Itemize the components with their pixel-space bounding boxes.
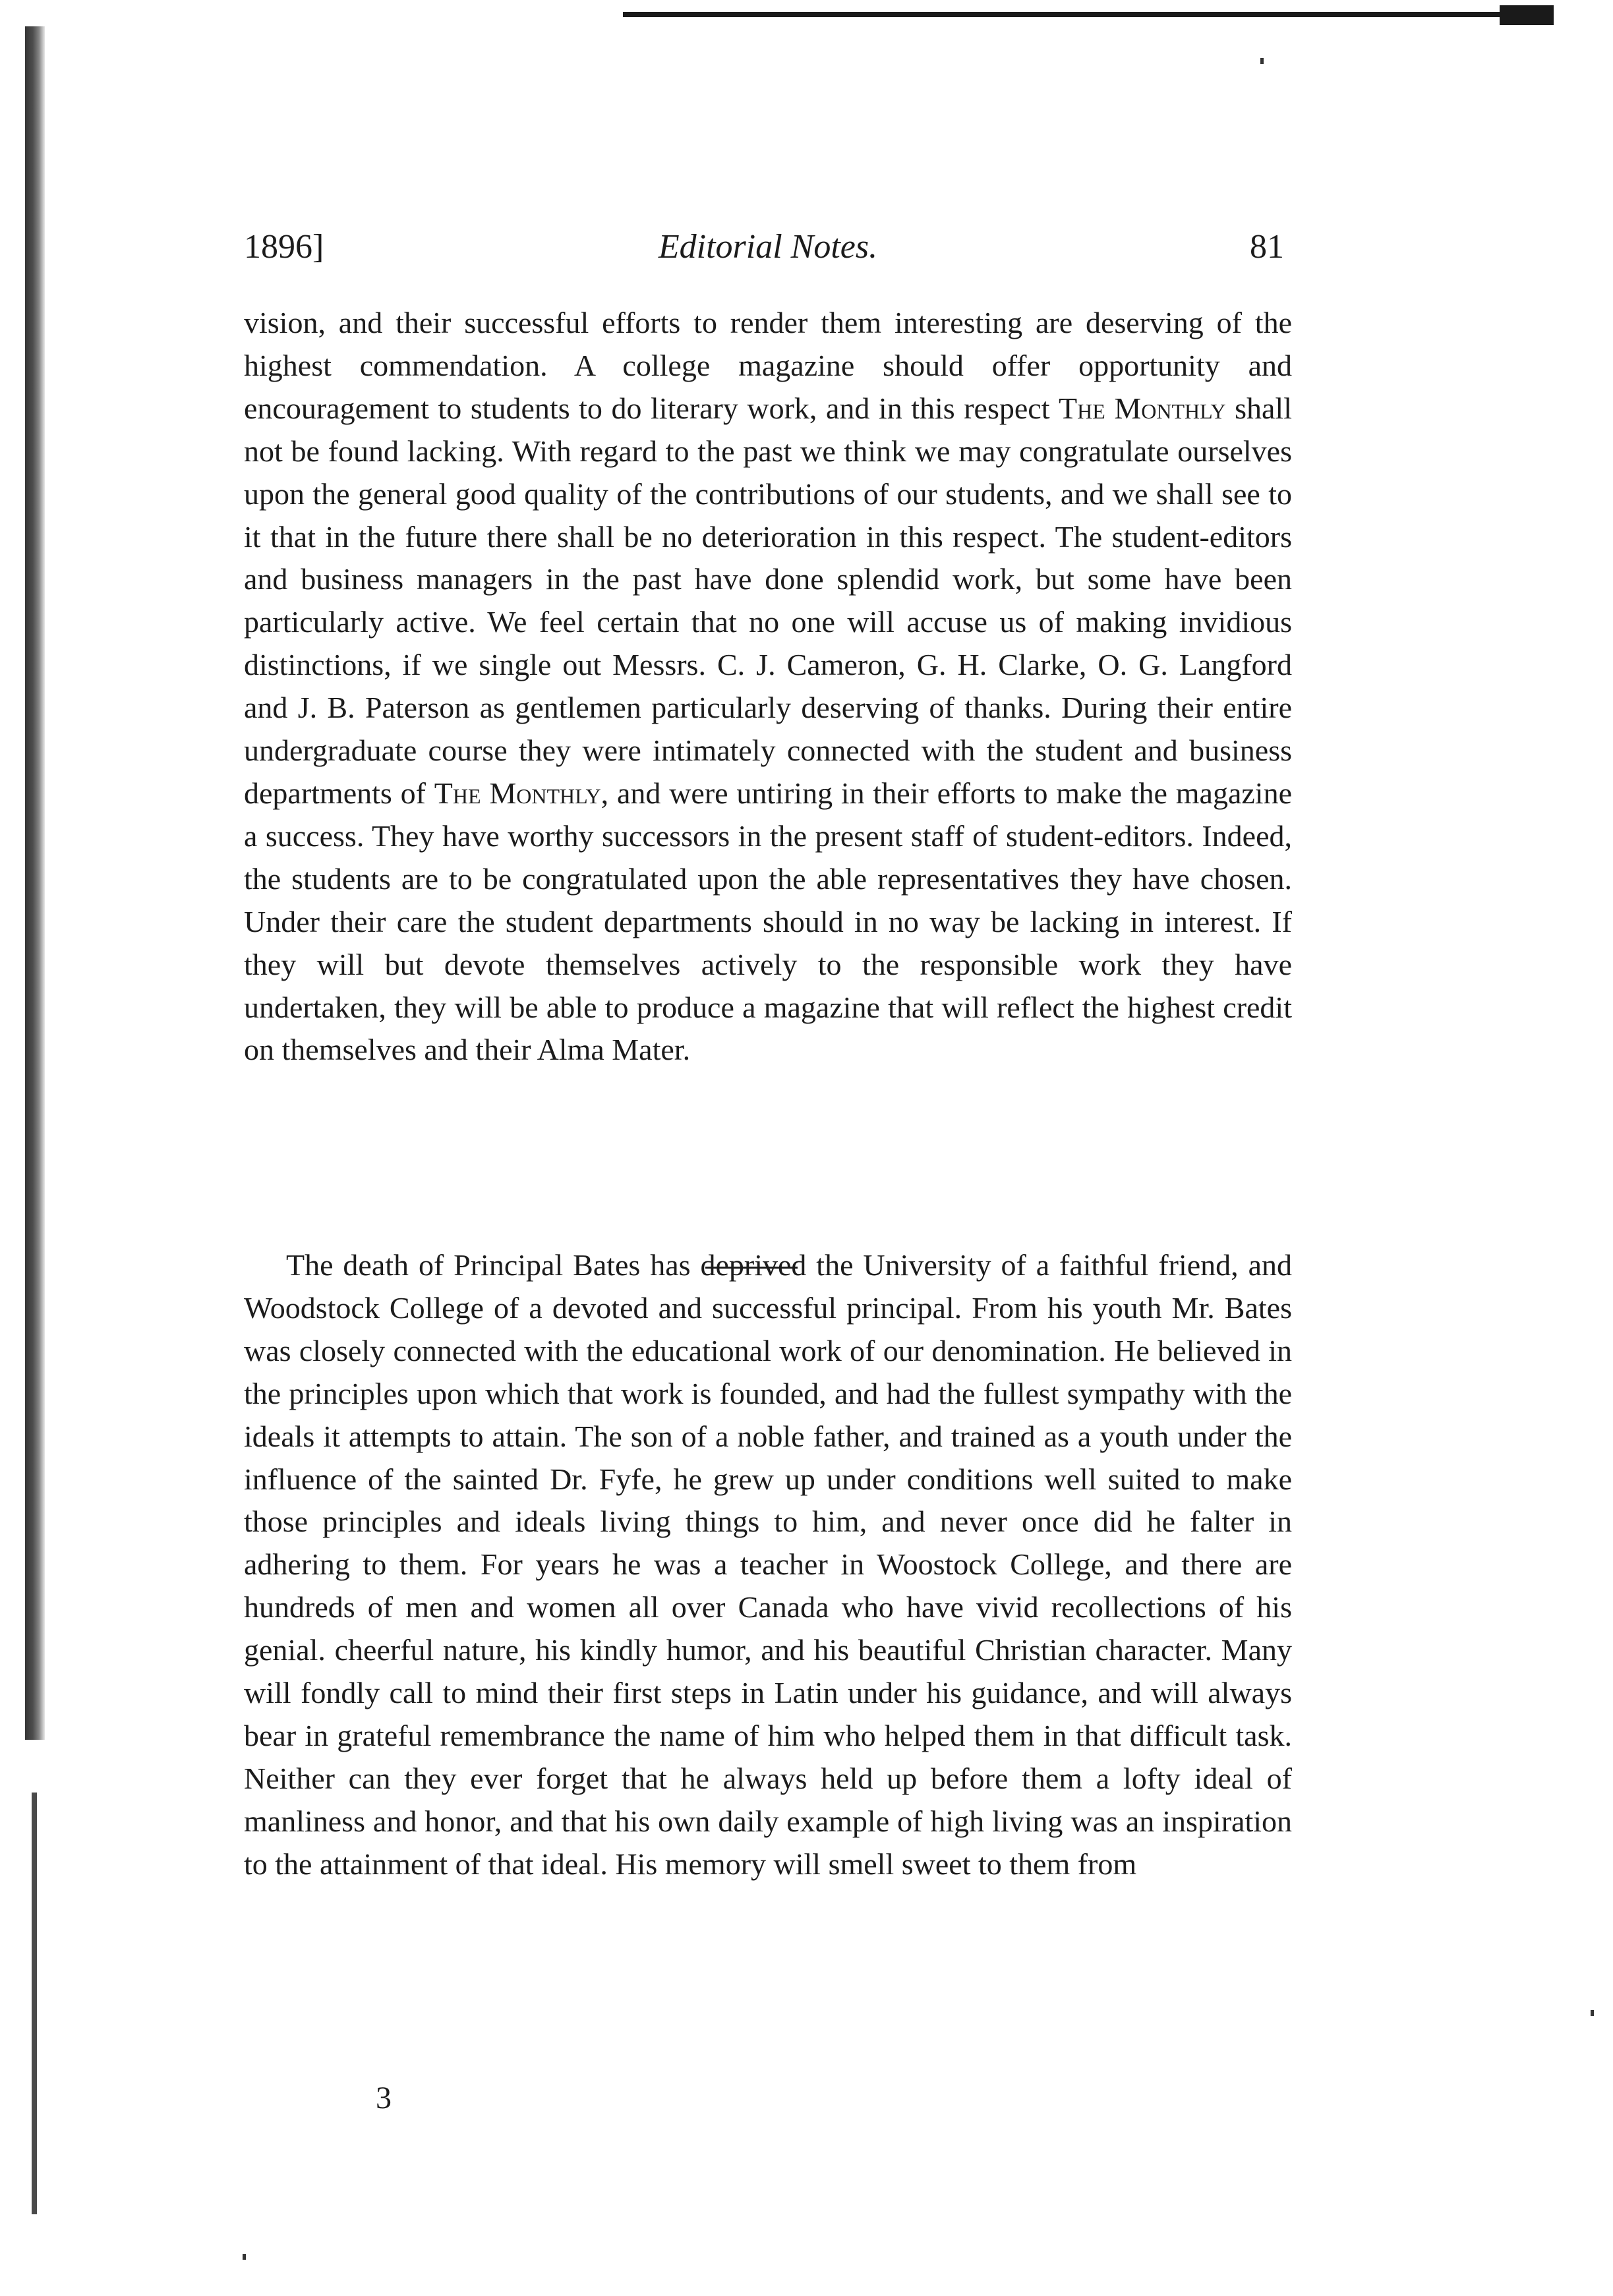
paragraph-1-text-b: shall not be found lacking. With regard to the past we think we may congratulate ourselves upon the general good quality of the contributions of our students, and we shall see to it that in the future there shall be no deterioration in this respect. The student-editors and business managers in the past have done splendid work, but some have been particularly active. We feel certain that no one will accuse us of making invidious distinctions, if we single out Messrs. C. J. Cameron, G. H. Clarke, O. G. Langford and J. B. Paterson as gentlemen particularly deserving of thanks. During their entire undergraduate course they were intimately connected with the student and business departments of [244, 391, 1292, 810]
scan-binding-edge [25, 26, 45, 1740]
header-title: Editorial Notes. [658, 228, 878, 266]
magazine-name: The Monthly [1059, 391, 1226, 425]
running-header [244, 227, 1292, 287]
paragraph-1 [244, 302, 1292, 1072]
scan-speck [1591, 2010, 1594, 2016]
document-page [244, 0, 1292, 2296]
scan-binding-edge-lower [32, 1793, 37, 2214]
paragraph-1-text-c: , and were untiring in their efforts to make the magazine a success. They have worthy successors in the present staff of student-editors. Indeed, the students are to be congratulated upon the able representatives they have chosen. Under their care the student departments should in no way be lacking in interest. If they will but devote themselves actively to the responsible work they have undertaken, they will be able to produce a magazine that will reflect the highest credit on themselves and their Alma Mater. [244, 776, 1292, 1067]
paragraph-2: The death of Principal Bates has deprived the University of a faithful friend, and Woodstock College of a devoted and successful principal. From his youth Mr. Bates was closely connected with the educational work of our denomination. He believed in the principles upon which that work is founded, and had the fullest sympathy with the ideals it attempts to attain. The son of a noble father, and trained as a youth under the influence of the sainted Dr. Fyfe, he grew up under conditions well suited to make those principles and ideals living things to him, and never once did he falter in adhering to them. For years he was a teacher in Woostock College, and there are hundreds of men and women all over Canada who have vivid recollections of his genial. cheerful nature, his kindly humor, and his beautiful Christian character. Many will fondly call to mind their first steps in Latin under his guidance, and will always bear in grateful remembrance the name of him who helped them in that difficult task. Neither can they ever forget that he always held up before them a lofty ideal of manliness and honor, and that his own daily example of high living was an inspiration to the attainment of that ideal. His memory will smell sweet to them from [244, 1248, 1292, 1881]
signature-mark: 3 [376, 2081, 392, 2115]
top-border-rule-end [1500, 5, 1554, 25]
header-page-number: 81 [1250, 228, 1284, 266]
magazine-name: The Monthly [434, 776, 601, 810]
paragraph-1-text-a: vision, and their successful efforts to render them interesting are deserving of the highest commendation. A college magazine should offer opportunity and encouragement to students to do literary work, and in this respect [244, 306, 1292, 425]
header-year: 1896] [244, 228, 324, 266]
